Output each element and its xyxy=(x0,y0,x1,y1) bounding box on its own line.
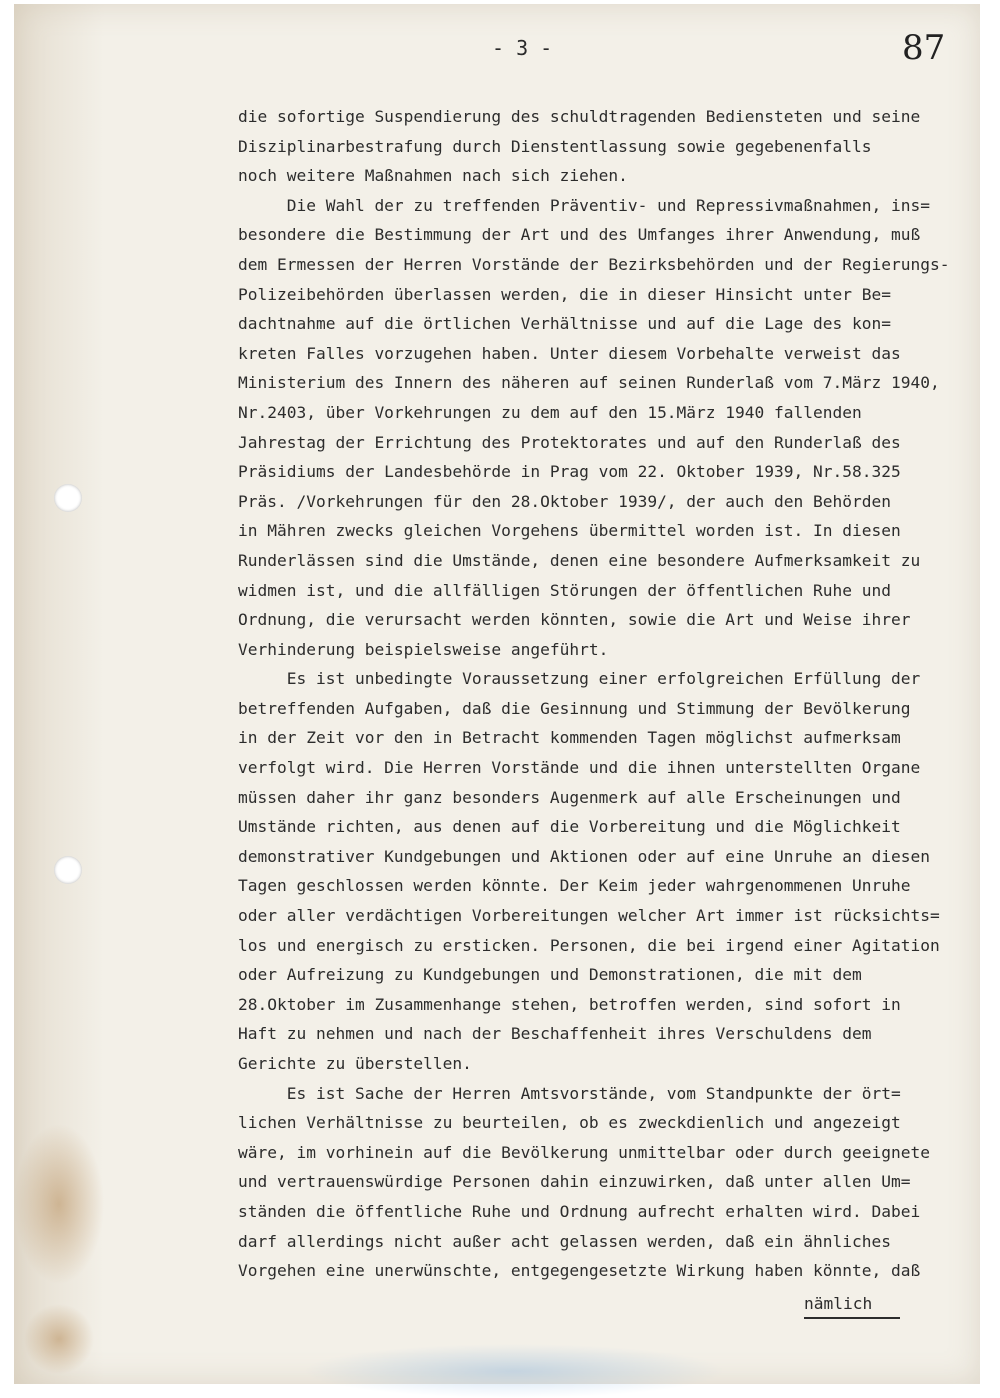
text-line: Präs. /Vorkehrungen für den 28.Oktober 1939/, der auch den Behörden xyxy=(238,491,891,511)
text-line: Die Wahl der zu treffenden Präventiv- und Repressivmaßnahmen, ins= xyxy=(238,195,930,215)
text-line: Disziplinarbestrafung durch Dienstentlassung sowie gegebenenfalls xyxy=(238,136,872,156)
text-line: Es ist unbedingte Voraussetzung einer erfolgreichen Erfüllung der xyxy=(238,669,921,689)
text-line: Umstände richten, aus denen auf die Vorbereitung und die Möglichkeit xyxy=(238,817,901,837)
paper-stain xyxy=(14,1124,104,1284)
text-line: in der Zeit vor den in Betracht kommenden Tagen möglichst aufmerksam xyxy=(238,728,901,748)
text-line: ständen die öffentliche Ruhe und Ordnung aufrecht erhalten wird. Dabei xyxy=(238,1201,921,1221)
text-line: kreten Falles vorzugehen haben. Unter diesem Vorbehalte verweist das xyxy=(238,343,901,363)
page-number-mark: - 3 - xyxy=(492,36,553,60)
text-line: Es ist Sache der Herren Amtsvorstände, vom Standpunkte der ört= xyxy=(238,1083,901,1103)
text-line: los und energisch zu ersticken. Personen, die bei irgend einer Agitation xyxy=(238,935,940,955)
punch-hole xyxy=(54,856,82,884)
text-line: Jahrestag der Errichtung des Protektorates und auf den Runderlaß des xyxy=(238,432,901,452)
text-line: betreffenden Aufgaben, daß die Gesinnung und Stimmung der Bevölkerung xyxy=(238,698,911,718)
text-line: verfolgt wird. Die Herren Vorstände und die ihnen unterstellten Organe xyxy=(238,758,921,778)
text-line: wäre, im vorhinein auf die Bevölkerung unmittelbar oder durch geeignete xyxy=(238,1142,930,1162)
text-line: Haft zu nehmen und nach der Beschaffenheit ihres Verschuldens dem xyxy=(238,1024,872,1044)
text-line: Ministerium des Innern des näheren auf seinen Runderlaß vom 7.März 1940, xyxy=(238,373,940,393)
text-line: Runderlässen sind die Umstände, denen eine besondere Aufmerksamkeit zu xyxy=(238,550,921,570)
catchword: nämlich xyxy=(804,1294,873,1313)
text-line: Verhinderung beispielsweise angeführt. xyxy=(238,639,609,659)
document-page xyxy=(14,4,980,1384)
document-body xyxy=(238,102,978,1286)
text-line: widmen ist, und die allfälligen Störungen der öffentlichen Ruhe und xyxy=(238,580,891,600)
text-line: Gerichte zu überstellen. xyxy=(238,1054,472,1073)
catchword-underline xyxy=(804,1317,900,1319)
text-line: lichen Verhältnisse zu beurteilen, ob es zweckdienlich und angezeigt xyxy=(238,1113,901,1133)
text-line: Nr.2403, über Vorkehrungen zu dem auf den 15.März 1940 fallenden xyxy=(238,402,862,422)
text-line: die sofortige Suspendierung des schuldtragenden Bediensteten und seine xyxy=(238,107,921,126)
paper-stain xyxy=(24,1304,94,1374)
text-line: Präsidiums der Landesbehörde in Prag vom 22. Oktober 1939, Nr.58.325 xyxy=(238,462,901,482)
text-line: dem Ermessen der Herren Vorstände der Bezirksbehörden und der Regierungs- xyxy=(238,254,950,274)
punch-hole xyxy=(54,484,82,512)
text-line: dachtnahme auf die örtlichen Verhältnisse und auf die Lage des kon= xyxy=(238,314,891,334)
text-line: oder Aufreizung zu Kundgebungen und Demonstrationen, die mit dem xyxy=(238,965,862,985)
text-line: Ordnung, die verursacht werden könnten, sowie die Art und Weise ihrer xyxy=(238,610,911,630)
text-line: in Mähren zwecks gleichen Vorgehens übermittel worden ist. In diesen xyxy=(238,521,901,541)
text-line: demonstrativer Kundgebungen und Aktionen oder auf eine Unruhe an diesen xyxy=(238,846,930,866)
text-line: Polizeibehörden überlassen werden, die in dieser Hinsicht unter Be= xyxy=(238,284,891,304)
text-line: noch weitere Maßnahmen nach sich ziehen. xyxy=(238,166,628,186)
text-line: müssen daher ihr ganz besonders Augenmerk auf alle Erscheinungen und xyxy=(238,787,901,807)
text-line: 28.Oktober im Zusammenhange stehen, betroffen werden, sind sofort in xyxy=(238,994,901,1014)
text-line: Tagen geschlossen werden könnte. Der Keim jeder wahrgenommenen Unruhe xyxy=(238,876,911,896)
text-line: und vertrauenswürdige Personen dahin einzuwirken, daß unter allen Um= xyxy=(238,1172,911,1192)
text-line: darf allerdings nicht außer acht gelassen werden, daß ein ähnliches xyxy=(238,1231,891,1251)
text-line: besondere die Bestimmung der Art und des Umfanges ihrer Anwendung, muß xyxy=(238,225,921,245)
folio-number: 87 xyxy=(902,28,946,68)
text-line: oder aller verdächtigen Vorbereitungen welcher Art immer ist rücksichts= xyxy=(238,906,940,926)
text-line: Vorgehen eine unerwünschte, entgegengesetzte Wirkung haben könnte, daß xyxy=(238,1261,921,1281)
ink-smudge xyxy=(304,1344,724,1398)
